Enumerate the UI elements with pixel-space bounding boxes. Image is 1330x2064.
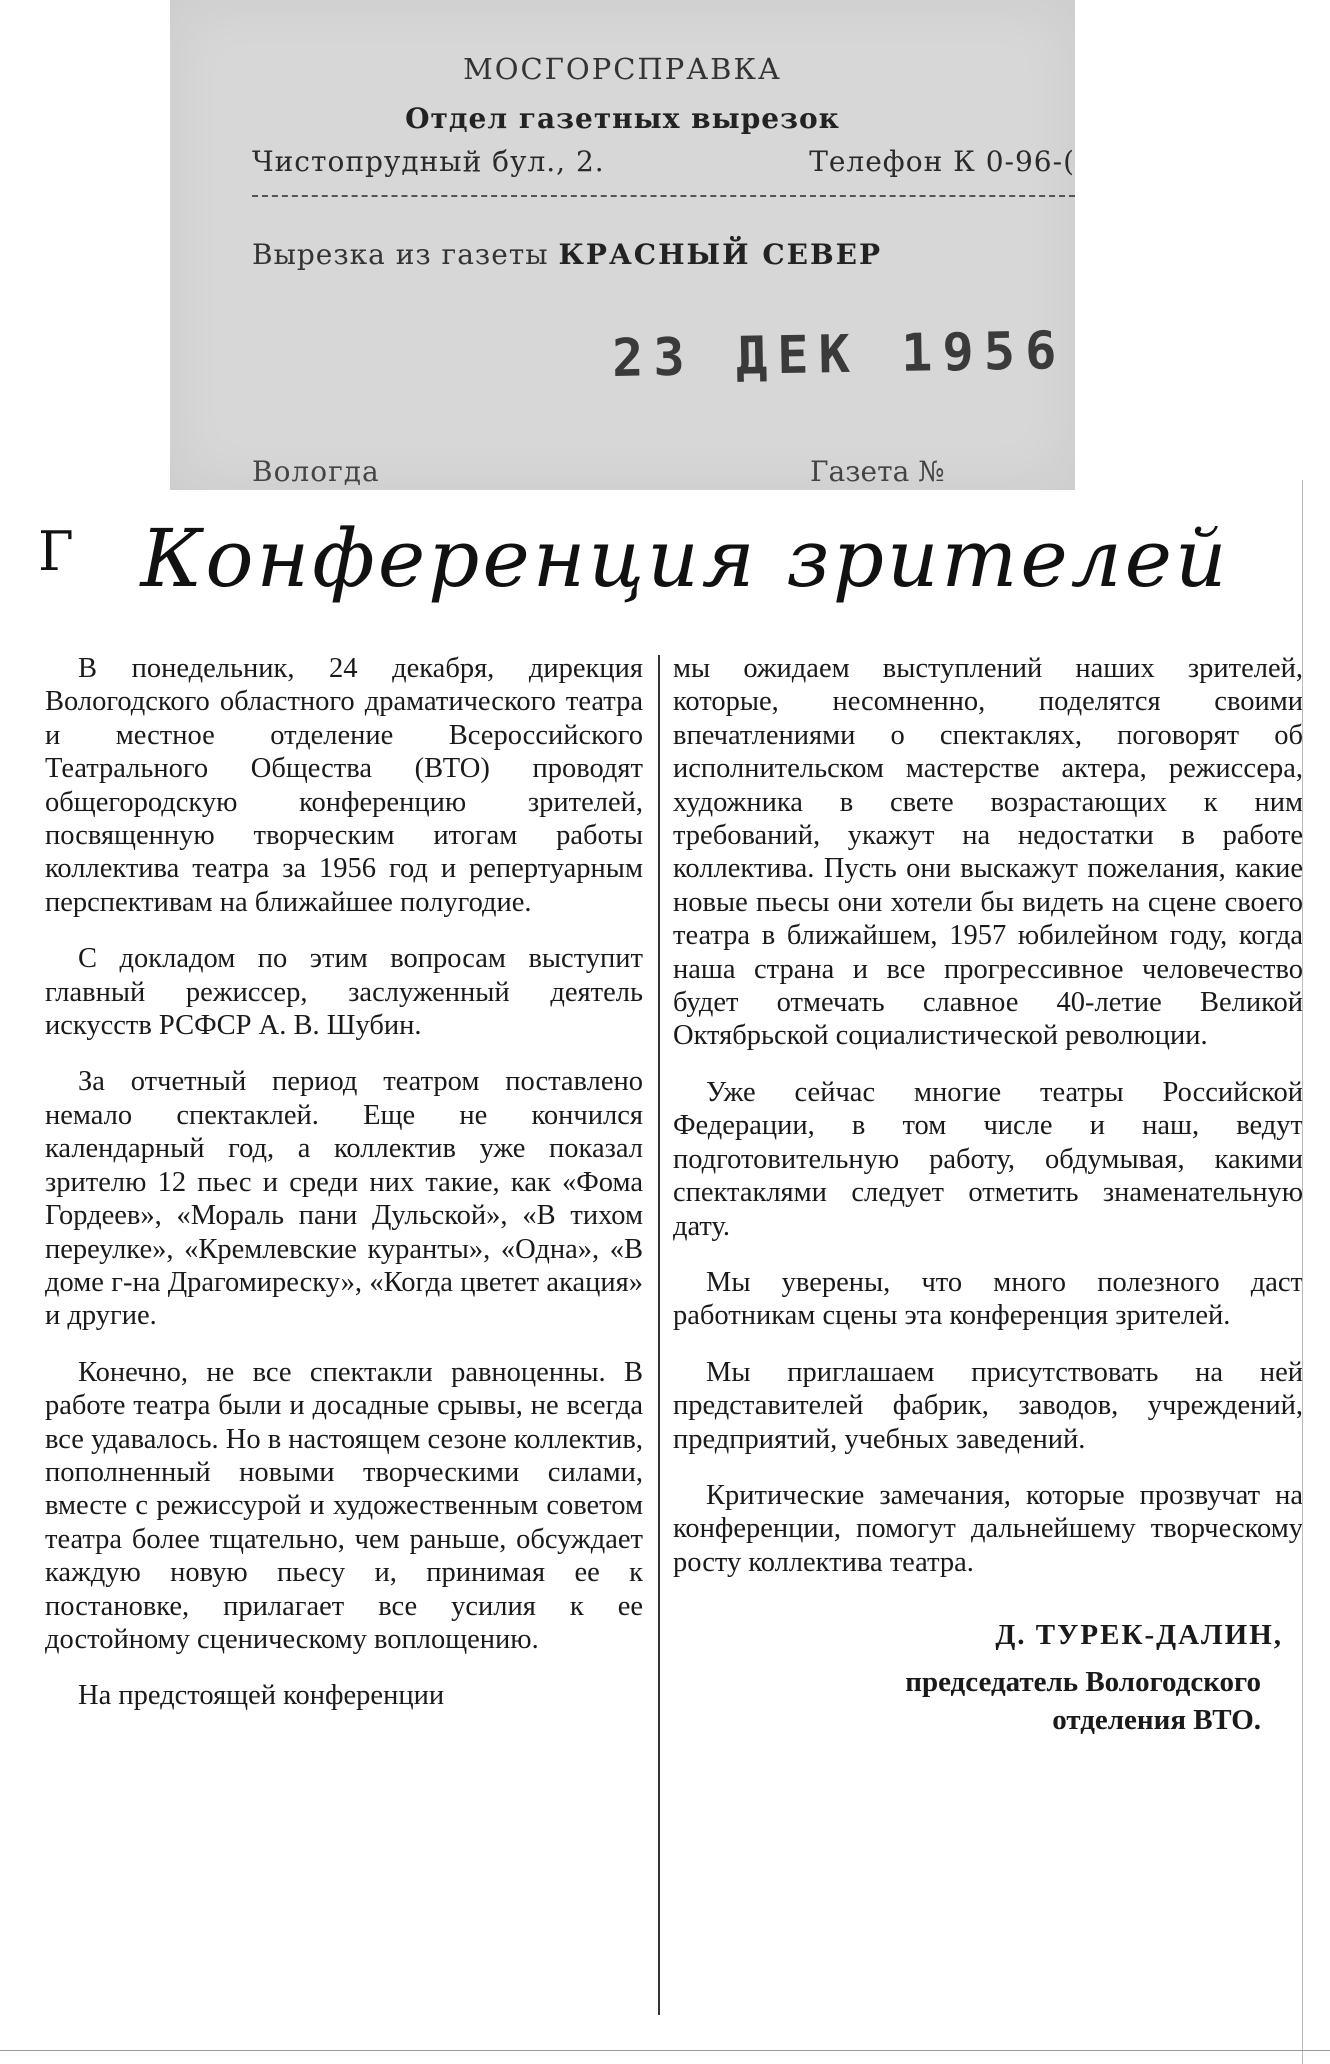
signature-role: отделения ВТО. xyxy=(1052,1703,1261,1736)
date-stamp: 23 ДЕК 1956 xyxy=(611,321,1067,389)
paragraph: За отчетный период театром поставлено немало спектаклей. Еще не кончился календарный год, а коллектив уже показал зрителю 12 пьес и среди них такие, как «Фома Гордеев», «Мораль пани Дульской», «В тихом переулке», «Кремлевские куранты», «Одна», «В доме г-на Драгомиреску», «Когда цветет акация» и другие. xyxy=(45,1066,643,1332)
address: Чистопрудный бул., 2. xyxy=(252,145,605,178)
paragraph: Конечно, не все спектакли равноценны. В работе театра были и досадные срывы, не всегда все удавалось. Но в настоящем сезоне коллектив, пополненный новыми творческими силами, вместе с режиссурой и художественным советом театра более тщательно, чем раньше, обсуждает каждую новую пьесу и, принимая ее к постановке, прилагает все усилия к ее достойному сценическому воплощению. xyxy=(45,1356,643,1655)
department-name: Отдел газетных вырезок xyxy=(405,102,840,135)
label-divider xyxy=(252,195,1075,197)
corner-bracket-mark: Г xyxy=(38,520,74,583)
paragraph: Мы уверены, что много полезного даст работникам сцены эта конференция зрителей. xyxy=(673,1266,1303,1332)
clipping-label xyxy=(170,0,1075,490)
left-column xyxy=(45,652,643,1736)
issue-number-label: Газета № xyxy=(810,455,945,488)
bottom-rule xyxy=(0,2050,1330,2051)
paragraph: Критические замечания, которые прозвучат на конференции, помогут дальнейшему творческому росту коллектива театра. xyxy=(673,1479,1303,1578)
paragraph: мы ожидаем выступлений наших зрителей, которые, несомненно, поделятся своими впечатлениями о спектаклях, поговорят об исполнительском мастерстве актера, режиссера, художника в свете возрастающих к ним требований, укажут на недостатки в работе коллектива. Пусть они выскажут пожелания, какие новые пьесы они хотели бы видеть на сцене своего театра в ближайшем, 1957 юбилейном году, когда наша страна и все прогрессивное человечество будет отмечать славное 40-летие Великой Октябрьской социалистической революции. xyxy=(673,653,1303,1052)
column-divider xyxy=(658,655,660,2015)
clipping-source xyxy=(252,238,882,271)
clipping-prefix: Вырезка из газеты xyxy=(252,238,549,271)
article-title: Конференция зрителей xyxy=(140,512,1230,605)
signature-role: председатель Вологодского xyxy=(905,1665,1261,1698)
paragraph: Мы приглашаем присутствовать на ней представителей фабрик, заводов, учреждений, предприятий, учебных заведений. xyxy=(673,1356,1303,1455)
paragraph: Уже сейчас многие театры Российской Федерации, в том числе и наш, ведут подготовительную работу, обдумывая, какими спектаклями следует отметить знаменательную дату. xyxy=(673,1076,1303,1242)
newspaper-name: КРАСНЫЙ СЕВЕР xyxy=(558,238,883,271)
city: Вологда xyxy=(252,455,380,488)
organization-name: МОСГОРСПРАВКА xyxy=(463,52,782,86)
paragraph: В понедельник, 24 декабря, дирекция Вологодского областного драматического театра и местное отделение Всероссийского Театрального Общества (ВТО) проводят общегородскую конференцию зрителей, посвященную творческим итогам работы коллектива театра за 1956 год и репертуарным перспективам на ближайшее полугодие. xyxy=(45,653,643,918)
right-column xyxy=(673,652,1303,1739)
paragraph: С докладом по этим вопросам выступит главный режиссер, заслуженный деятель искусств РСФСР А. В. Шубин. xyxy=(45,943,643,1042)
signature-name: Д. ТУРЕК-ДАЛИН, xyxy=(995,1619,1283,1652)
phone: Телефон К 0-96-( xyxy=(809,145,1075,178)
paragraph: На предстоящей конференции xyxy=(78,1680,445,1712)
clipping-edge xyxy=(1302,480,1303,2064)
